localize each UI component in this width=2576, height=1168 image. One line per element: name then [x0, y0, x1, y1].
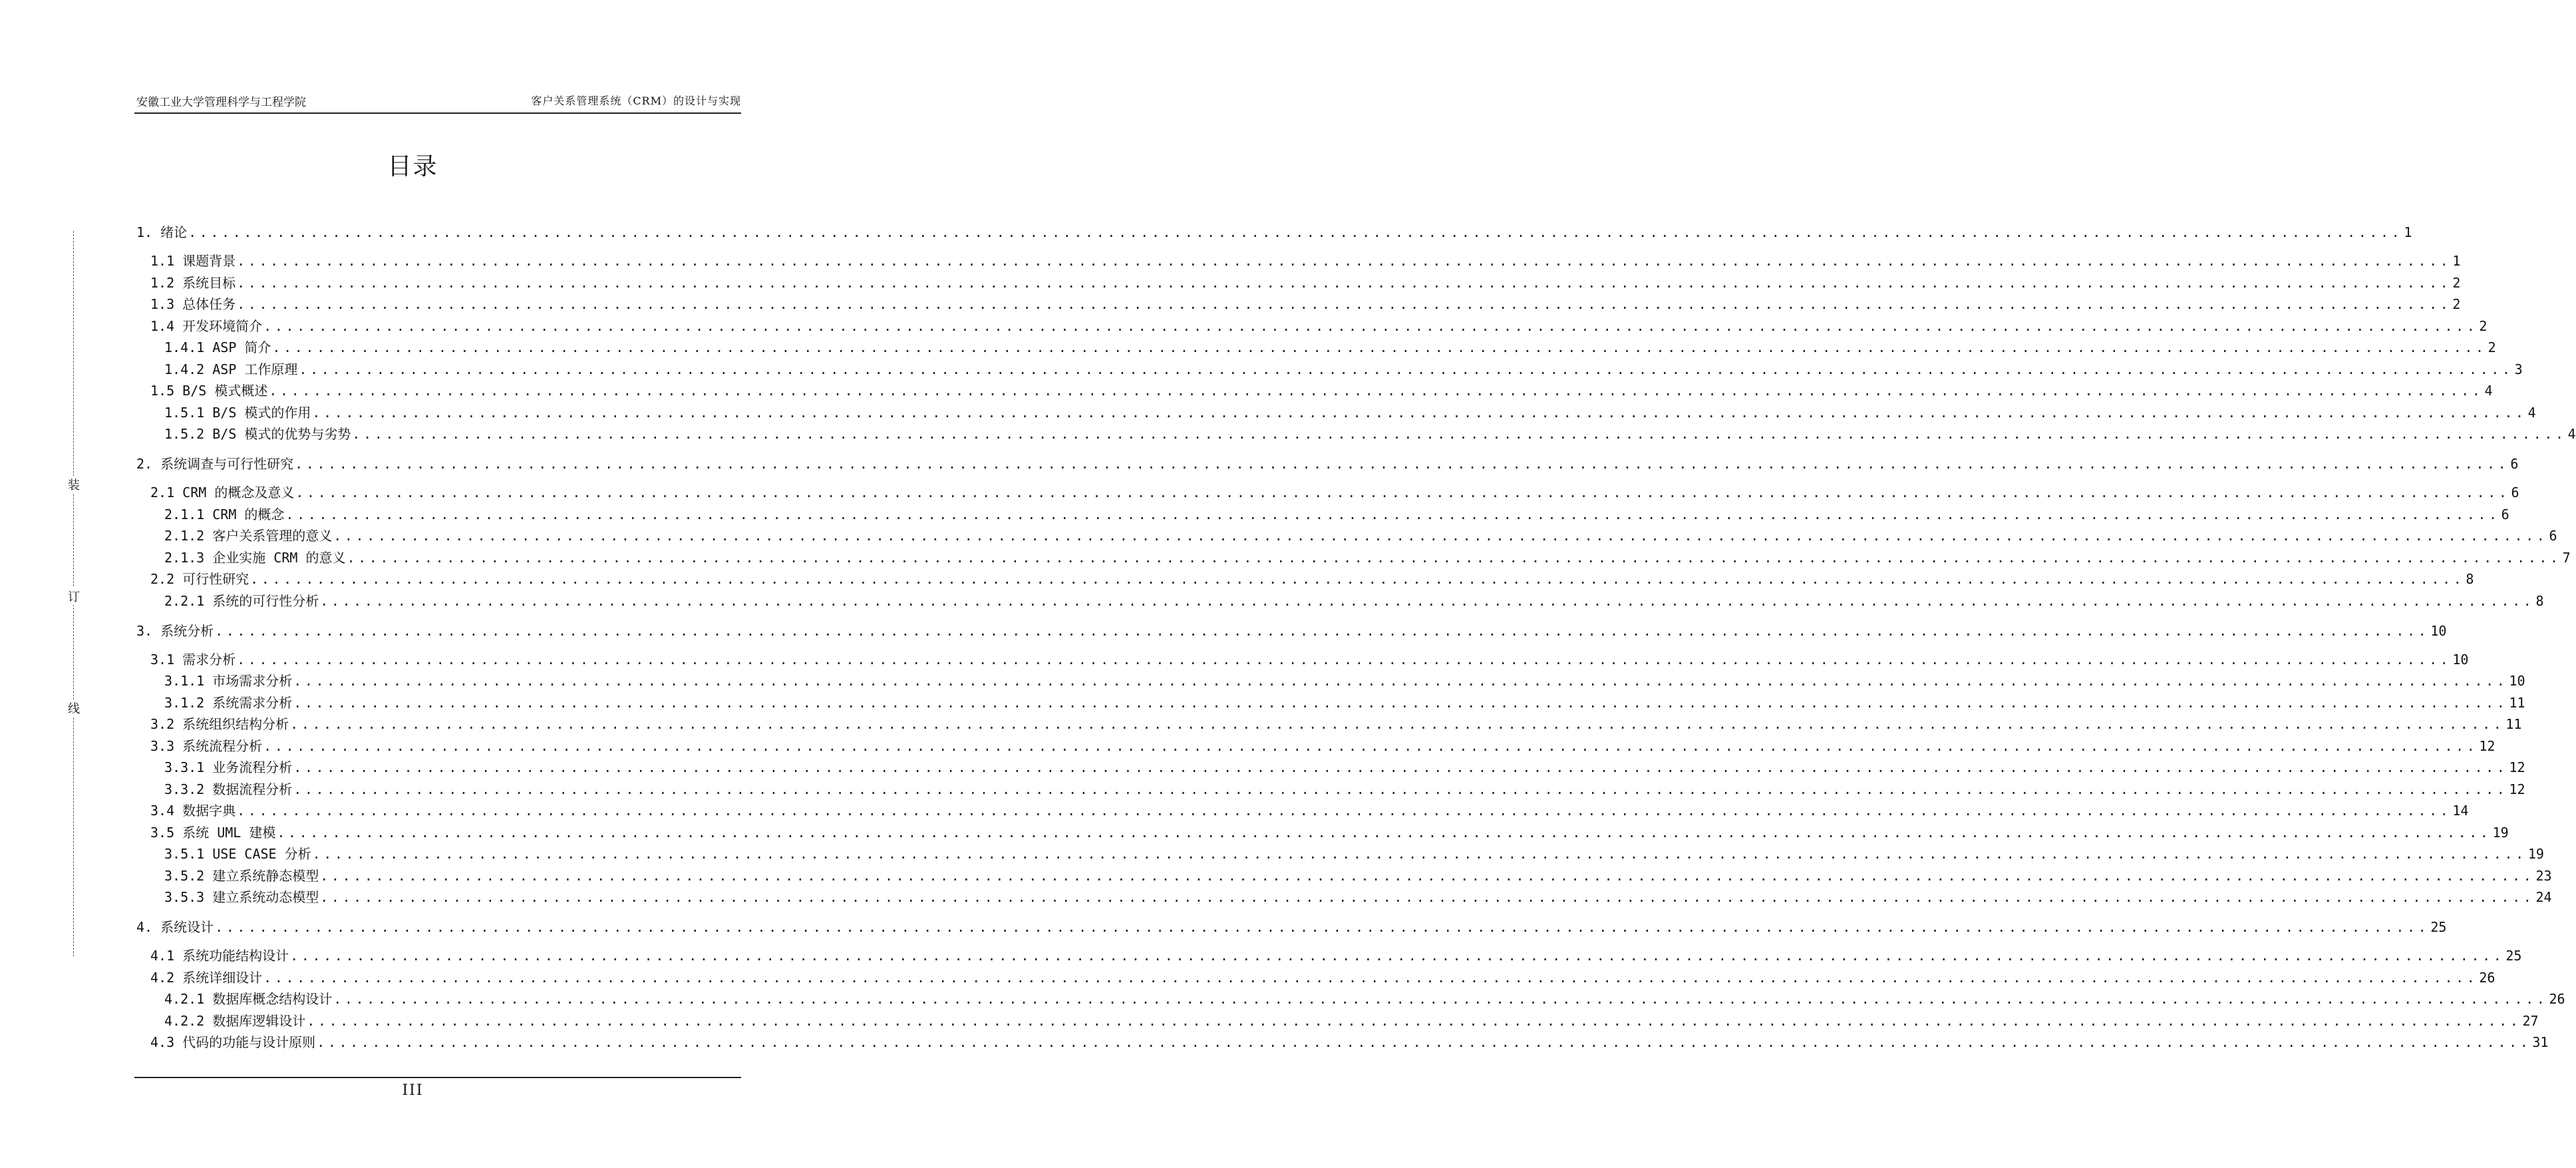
toc-entry[interactable] [164, 845, 2544, 863]
toc-entry[interactable] [150, 381, 2493, 400]
toc-entry[interactable] [150, 715, 2522, 733]
toc-entry-label: 4.1 系统功能结构设计 [150, 948, 289, 964]
toc-entry-page: 10 [2452, 651, 2469, 668]
toc-entry[interactable] [150, 801, 2469, 820]
toc-entry-page: 4 [2484, 383, 2493, 399]
toc-entry[interactable] [164, 505, 2509, 524]
toc-entry-label: 1.3 总体任务 [150, 296, 236, 312]
toc-entry[interactable] [136, 622, 2447, 640]
binding-char-xian: 线 [67, 699, 80, 717]
toc-entry-label: 3.5.1 USE CASE 分析 [164, 846, 311, 862]
toc-dot-leader: ........................................................................................................................................................................................................ [320, 867, 2535, 884]
toc-dot-leader: ........................................................................................................................................................................................................ [312, 846, 2527, 862]
toc-dot-leader: ........................................................................................................................................................................................................ [299, 361, 2513, 377]
toc-dot-leader: ........................................................................................................................................................................................................ [215, 622, 2430, 639]
toc-entry[interactable] [164, 548, 2571, 567]
toc-entry-label: 1.5.1 B/S 模式的作用 [164, 404, 311, 421]
footer-divider [134, 1077, 741, 1078]
toc-dot-leader: ........................................................................................................................................................................................................ [293, 759, 2508, 775]
header-thesis-title: 客户关系管理系统（CRM）的设计与实现 [531, 95, 741, 107]
toc-dot-leader: ........................................................................................................................................................................................................ [293, 673, 2508, 689]
toc-entry-label: 3.5.3 建立系统动态模型 [164, 889, 319, 905]
toc-entry-page: 14 [2452, 803, 2469, 819]
toc-entry-label: 1.5 B/S 模式概述 [150, 383, 268, 399]
toc-entry-page: 19 [2527, 846, 2544, 862]
toc-entry-page: 26 [2479, 969, 2496, 986]
toc-entry-page: 12 [2509, 781, 2525, 797]
toc-dot-leader: ........................................................................................................................................................................................................ [293, 781, 2508, 797]
toc-entry[interactable] [150, 823, 2509, 842]
toc-entry-page: 6 [2511, 485, 2519, 500]
toc-entry-label: 2.1.1 CRM 的概念 [164, 506, 285, 522]
toc-entry-page: 26 [2549, 991, 2565, 1007]
toc-entry[interactable] [164, 338, 2496, 357]
toc-entry[interactable] [164, 888, 2552, 906]
toc-entry-label: 3.3.2 数据流程分析 [164, 781, 293, 797]
toc-entry[interactable] [164, 360, 2523, 379]
toc-entry[interactable] [150, 1033, 2549, 1052]
toc-entry[interactable] [164, 592, 2544, 610]
toc-entry[interactable] [150, 570, 2474, 588]
toc-dot-leader: ........................................................................................................................................................................................................ [263, 969, 2478, 986]
binding-margin [67, 231, 80, 956]
toc-entry-label: 2.2 可行性研究 [150, 571, 249, 587]
toc-entry-page: 4 [2567, 426, 2576, 442]
toc-entry-label: 2.1.3 企业实施 CRM 的意义 [164, 549, 346, 566]
toc-entry-label: 3.5.2 建立系统静态模型 [164, 867, 319, 884]
toc-entry[interactable] [150, 650, 2469, 669]
toc-entry-page: 6 [2549, 528, 2557, 544]
toc-entry-page: 4 [2527, 404, 2536, 421]
toc-entry-label: 2.2.1 系统的可行性分析 [164, 592, 319, 609]
toc-entry-page: 19 [2492, 824, 2509, 841]
toc-entry-page: 11 [2505, 716, 2522, 732]
page-title: 目录 [387, 153, 438, 180]
toc-entry-page: 2 [2452, 296, 2461, 312]
header-institution: 安徽工业大学管理科学与工程学院 [136, 96, 306, 109]
toc-entry-page: 24 [2535, 889, 2552, 905]
toc-entry[interactable] [164, 758, 2525, 777]
toc-dot-leader: ........................................................................................................................................................................................................ [188, 224, 2403, 240]
toc-entry-label: 1.4.1 ASP 简介 [164, 339, 271, 355]
toc-entry-label: 1.2 系统目标 [150, 274, 236, 291]
toc-entry[interactable] [150, 946, 2522, 965]
toc-dot-leader: ........................................................................................................................................................................................................ [312, 404, 2527, 421]
toc-entry-page: 23 [2535, 867, 2552, 884]
toc-entry-label: 2.1 CRM 的概念及意义 [150, 485, 295, 500]
toc-dot-leader: ........................................................................................................................................................................................................ [320, 592, 2535, 609]
toc-entry[interactable] [164, 990, 2565, 1008]
toc-entry-label: 1.4.2 ASP 工作原理 [164, 361, 298, 377]
toc-dot-leader: ........................................................................................................................................................................................................ [215, 919, 2430, 935]
toc-dot-leader: ........................................................................................................................................................................................................ [295, 485, 2510, 500]
toc-entry[interactable] [164, 867, 2552, 885]
toc-entry-label: 3.3.1 业务流程分析 [164, 759, 293, 775]
toc-dot-leader: ........................................................................................................................................................................................................ [290, 948, 2505, 964]
toc-entry-label: 1.1 课题背景 [150, 253, 236, 269]
toc-dot-leader: ........................................................................................................................................................................................................ [237, 296, 2452, 312]
toc-entry-page: 12 [2509, 759, 2525, 775]
toc-entry-label: 4.2.1 数据库概念结构设计 [164, 991, 333, 1007]
toc-entry[interactable] [136, 918, 2447, 936]
toc-entry-page: 6 [2501, 506, 2509, 522]
toc-dot-leader: ........................................................................................................................................................................................................ [347, 549, 2561, 566]
toc-entry[interactable] [164, 526, 2557, 545]
toc-entry-label: 3. 系统分析 [136, 622, 214, 639]
toc-entry[interactable] [150, 737, 2496, 755]
toc-entry-page: 6 [2510, 456, 2519, 472]
toc-entry[interactable] [150, 295, 2461, 313]
toc-entry-page: 12 [2479, 737, 2496, 754]
toc-entry-label: 4.3 代码的功能与设计原则 [150, 1034, 316, 1050]
toc-entry-label: 4.2 系统详细设计 [150, 969, 263, 986]
toc-dot-leader: ........................................................................................................................................................................................................ [272, 339, 2487, 355]
toc-entry-page: 2 [2479, 317, 2488, 334]
toc-entry-label: 3.5 系统 UML 建模 [150, 824, 276, 841]
toc-entry-page: 25 [2430, 919, 2447, 935]
toc-entry-page: 2 [2488, 339, 2496, 355]
toc-entry[interactable] [164, 693, 2525, 712]
toc-entry[interactable] [150, 483, 2519, 502]
toc-entry-label: 2.1.2 客户关系管理的意义 [164, 528, 333, 544]
binding-char-zhuang: 装 [67, 476, 80, 493]
toc-entry-label: 1. 绪论 [136, 224, 188, 240]
toc-dot-leader: ........................................................................................................................................................................................................ [237, 651, 2452, 668]
toc-dot-leader: ........................................................................................................................................................................................................ [333, 991, 2548, 1007]
toc-entry-page: 1 [2452, 253, 2461, 269]
toc-entry-label: 3.4 数据字典 [150, 803, 236, 819]
toc-dot-leader: ........................................................................................................................................................................................................ [290, 716, 2505, 732]
header-divider [134, 112, 741, 114]
toc-dot-leader: ........................................................................................................................................................................................................ [333, 528, 2548, 544]
toc-dot-leader: ........................................................................................................................................................................................................ [237, 253, 2452, 269]
toc-entry-label: 3.1.2 系统需求分析 [164, 694, 293, 711]
toc-dot-leader: ........................................................................................................................................................................................................ [317, 1034, 2531, 1050]
toc-entry-page: 31 [2532, 1034, 2549, 1050]
toc-entry-page: 10 [2430, 622, 2447, 639]
toc-entry[interactable] [150, 274, 2461, 292]
toc-entry-label: 3.3 系统流程分析 [150, 737, 263, 754]
toc-entry-page: 8 [2466, 571, 2474, 587]
toc-entry-label: 3.1 需求分析 [150, 651, 236, 668]
toc-entry[interactable] [164, 672, 2525, 690]
toc-entry[interactable] [136, 223, 2412, 242]
toc-entry-page: 1 [2404, 224, 2412, 240]
toc-entry-label: 4.2.2 数据库逻辑设计 [164, 1012, 306, 1029]
toc-entry-page: 3 [2514, 361, 2523, 377]
toc-dot-leader: ........................................................................................................................................................................................................ [307, 1012, 2521, 1029]
toc-dot-leader: ........................................................................................................................................................................................................ [352, 426, 2567, 442]
toc-entry[interactable] [150, 317, 2488, 335]
toc-dot-leader: ........................................................................................................................................................................................................ [269, 383, 2484, 399]
page-number: III [402, 1082, 424, 1099]
toc-dot-leader: ........................................................................................................................................................................................................ [263, 737, 2478, 754]
toc-entry-label: 3.2 系统组织结构分析 [150, 716, 289, 732]
toc-entry-page: 25 [2505, 948, 2522, 964]
toc-entry[interactable] [150, 252, 2461, 270]
toc-entry[interactable] [150, 968, 2496, 987]
toc-entry-label: 3.1.1 市场需求分析 [164, 673, 293, 689]
toc-dot-leader: ........................................................................................................................................................................................................ [250, 571, 2465, 587]
toc-dot-leader: ........................................................................................................................................................................................................ [263, 317, 2478, 334]
toc-entry-page: 2 [2452, 274, 2461, 291]
toc-dot-leader: ........................................................................................................................................................................................................ [320, 889, 2535, 905]
toc-entry-page: 11 [2509, 694, 2525, 711]
toc-dot-leader: ........................................................................................................................................................................................................ [295, 456, 2509, 472]
toc-entry-page: 10 [2509, 673, 2525, 689]
binding-char-ding: 订 [67, 588, 80, 605]
toc-entry-label: 1.5.2 B/S 模式的优势与劣势 [164, 426, 351, 442]
toc-entry-label: 4. 系统设计 [136, 919, 214, 935]
toc-entry[interactable] [164, 780, 2525, 799]
toc-dot-leader: ........................................................................................................................................................................................................ [237, 274, 2452, 291]
toc-entry-page: 8 [2535, 592, 2544, 609]
toc-entry-page: 7 [2562, 549, 2571, 566]
toc-entry[interactable] [164, 425, 2576, 443]
toc-dot-leader: ........................................................................................................................................................................................................ [277, 824, 2492, 841]
toc-dot-leader: ........................................................................................................................................................................................................ [293, 694, 2508, 711]
toc-entry[interactable] [136, 455, 2519, 473]
toc-entry-label: 2. 系统调查与可行性研究 [136, 456, 294, 472]
toc-entry-page: 27 [2522, 1012, 2539, 1029]
toc-entry[interactable] [164, 403, 2536, 422]
toc-dot-leader: ........................................................................................................................................................................................................ [237, 803, 2452, 819]
toc-entry[interactable] [164, 1012, 2539, 1030]
toc-entry-label: 1.4 开发环境简介 [150, 317, 263, 334]
toc-dot-leader: ........................................................................................................................................................................................................ [285, 506, 2500, 522]
